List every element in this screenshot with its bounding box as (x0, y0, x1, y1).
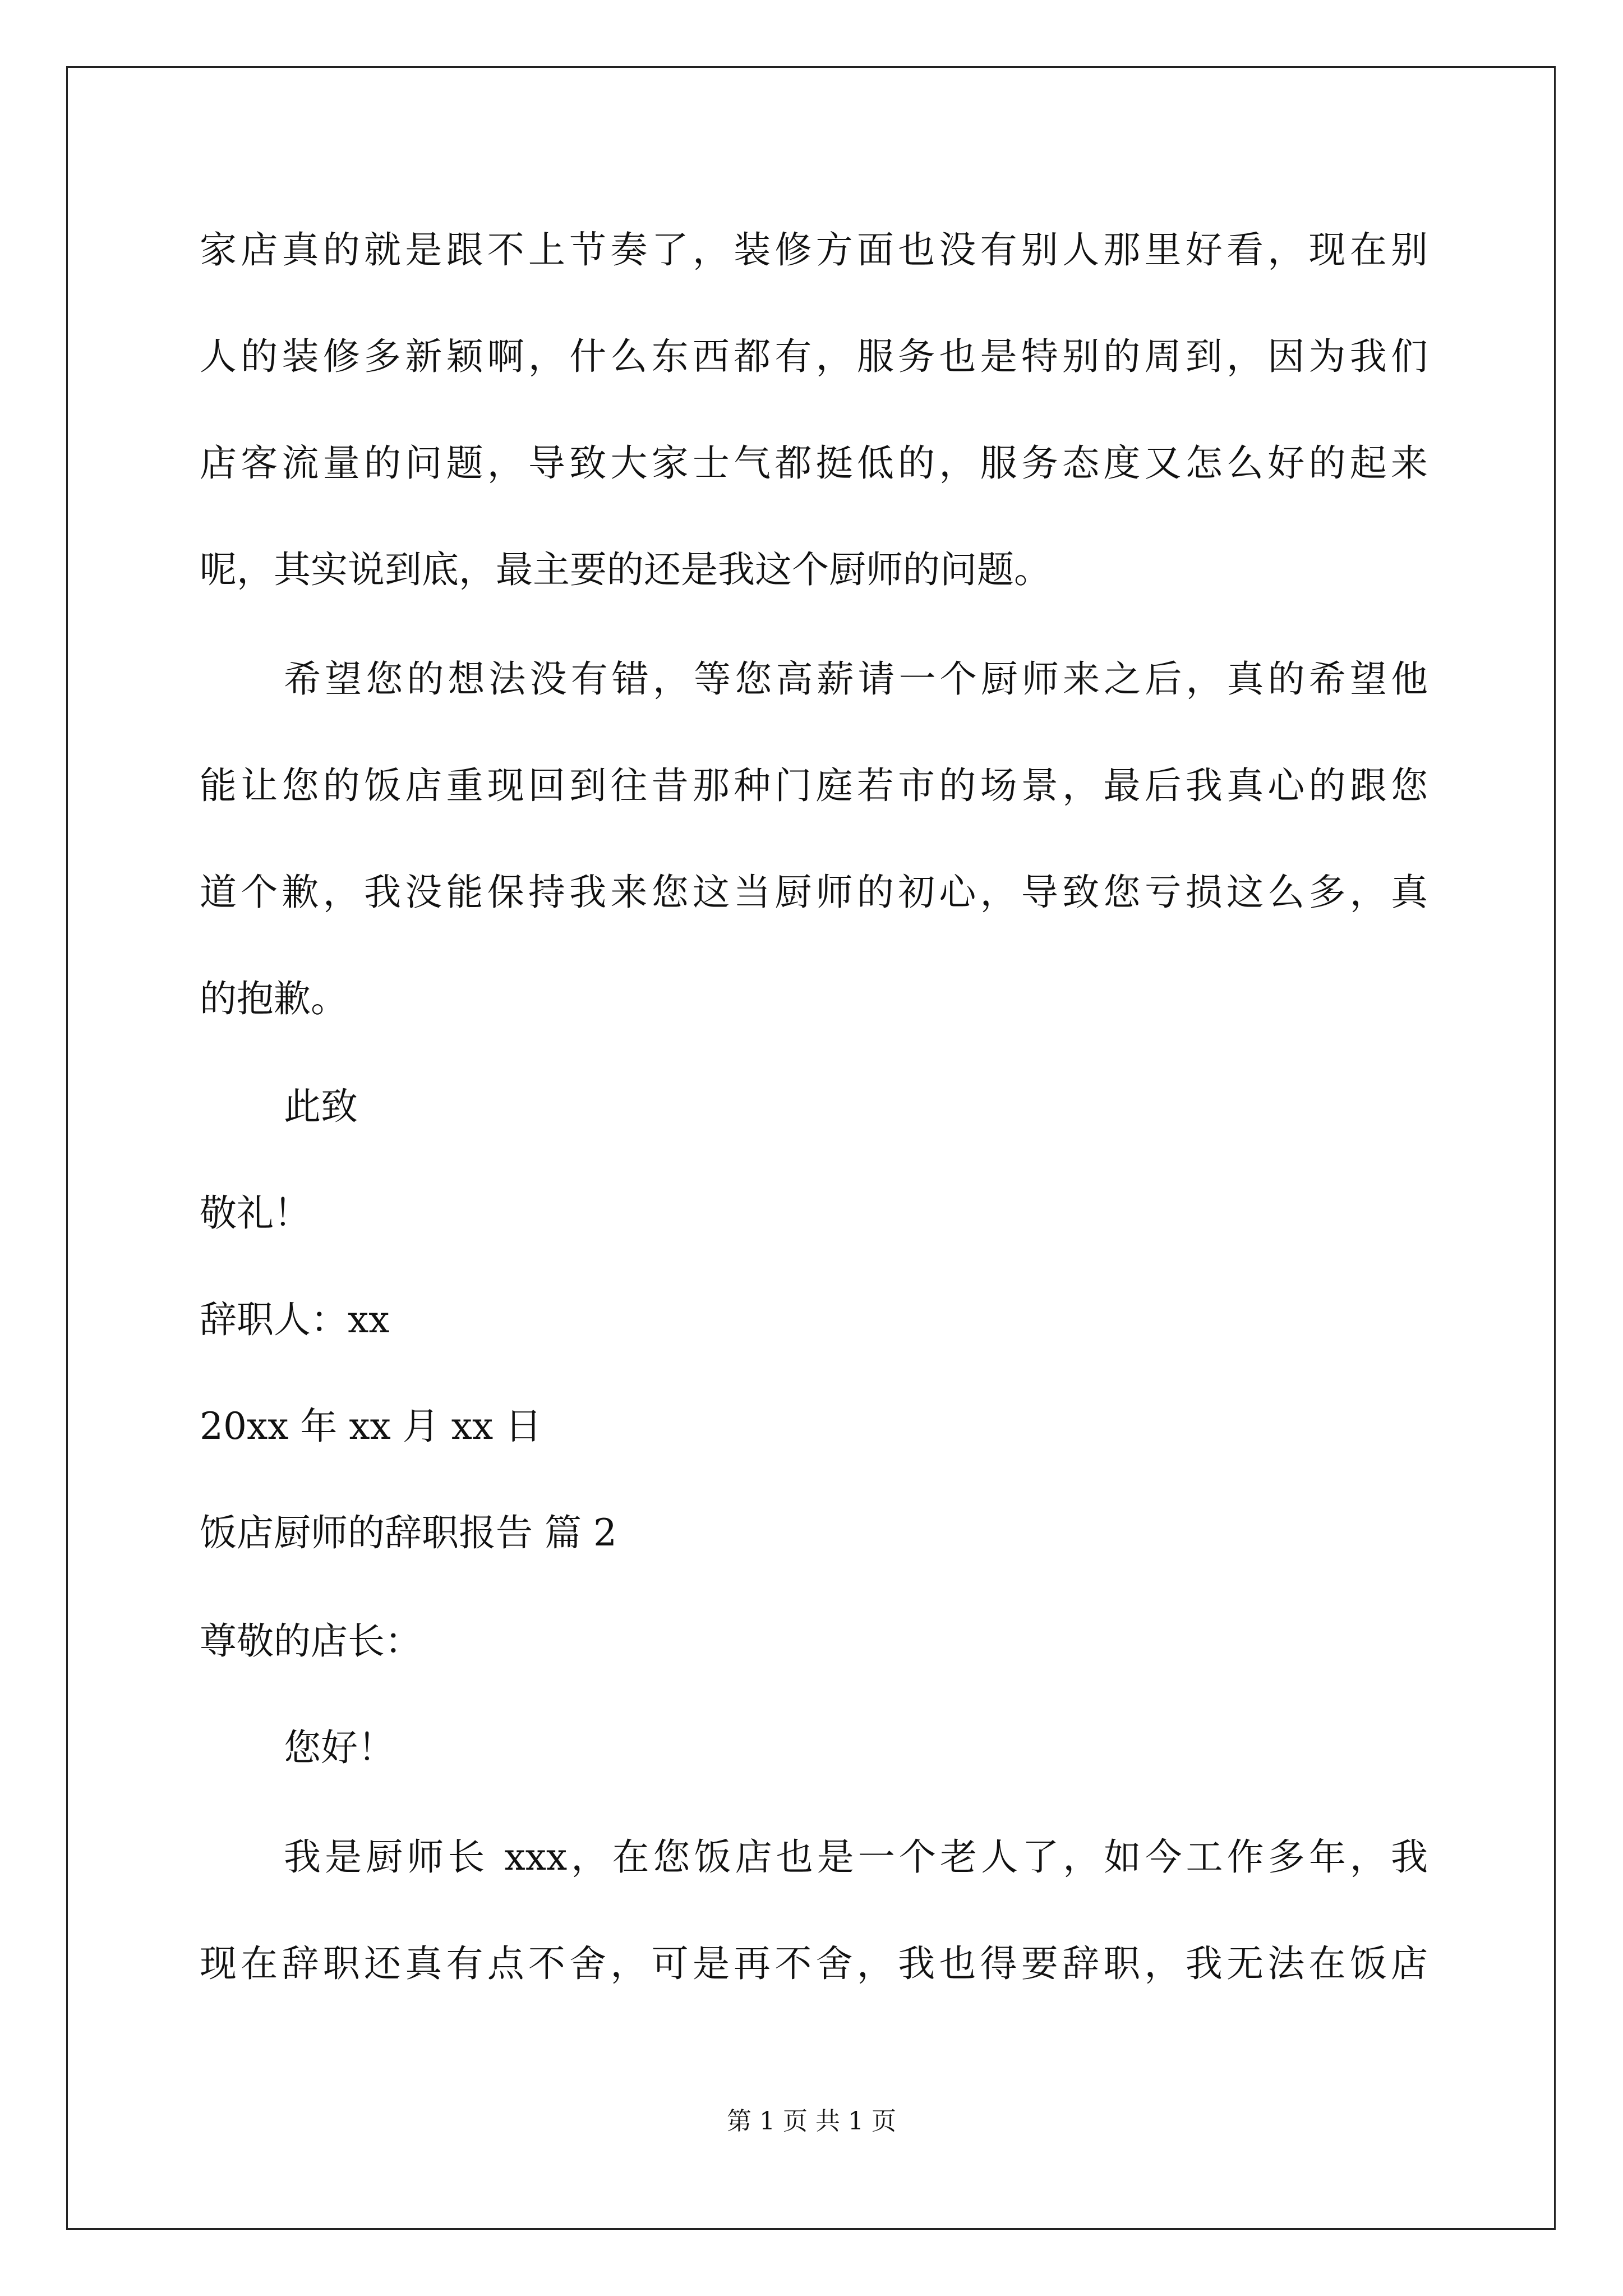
body-line: 店客流量的问题，导致大家士气都挺低的，服务态度又怎么好的起来 (200, 441, 1428, 485)
greeting-hello: 您好！ (284, 1726, 395, 1769)
date-line: 20xx 年 xx 月 xx 日 (200, 1405, 542, 1448)
page-border (66, 66, 1556, 2230)
body-line: 我是厨师长 xxx，在您饭店也是一个老人了，如今工作多年，我 (284, 1835, 1428, 1879)
body-line: 现在辞职还真有点不舍，可是再不舍，我也得要辞职，我无法在饭店 (200, 1942, 1428, 1985)
section-heading: 饭店厨师的辞职报告 篇 2 (200, 1511, 617, 1554)
body-line: 人的装修多新颖啊，什么东西都有，服务也是特别的周到，因为我们 (200, 335, 1428, 378)
body-line: 能让您的饭店重现回到往昔那种门庭若市的场景，最后我真心的跟您 (200, 764, 1428, 807)
body-line: 家店真的就是跟不上节奏了，装修方面也没有别人那里好看，现在别 (200, 228, 1428, 272)
closing-respect: 敬礼！ (200, 1191, 311, 1235)
closing-salutation: 此致 (284, 1085, 358, 1128)
body-line: 希望您的想法没有错，等您高薪请一个厨师来之后，真的希望他 (284, 657, 1428, 701)
body-line: 的抱歉。 (200, 977, 348, 1020)
page-number-footer: 第 1 页 共 1 页 (727, 2107, 896, 2136)
body-line: 道个歉，我没能保持我来您这当厨师的初心，导致您亏损这么多，真 (200, 871, 1428, 914)
greeting-line: 尊敬的店长： (200, 1619, 422, 1663)
signature-line: 辞职人：xx (200, 1298, 390, 1341)
body-line: 呢，其实说到底，最主要的还是我这个厨师的问题。 (200, 548, 1051, 591)
